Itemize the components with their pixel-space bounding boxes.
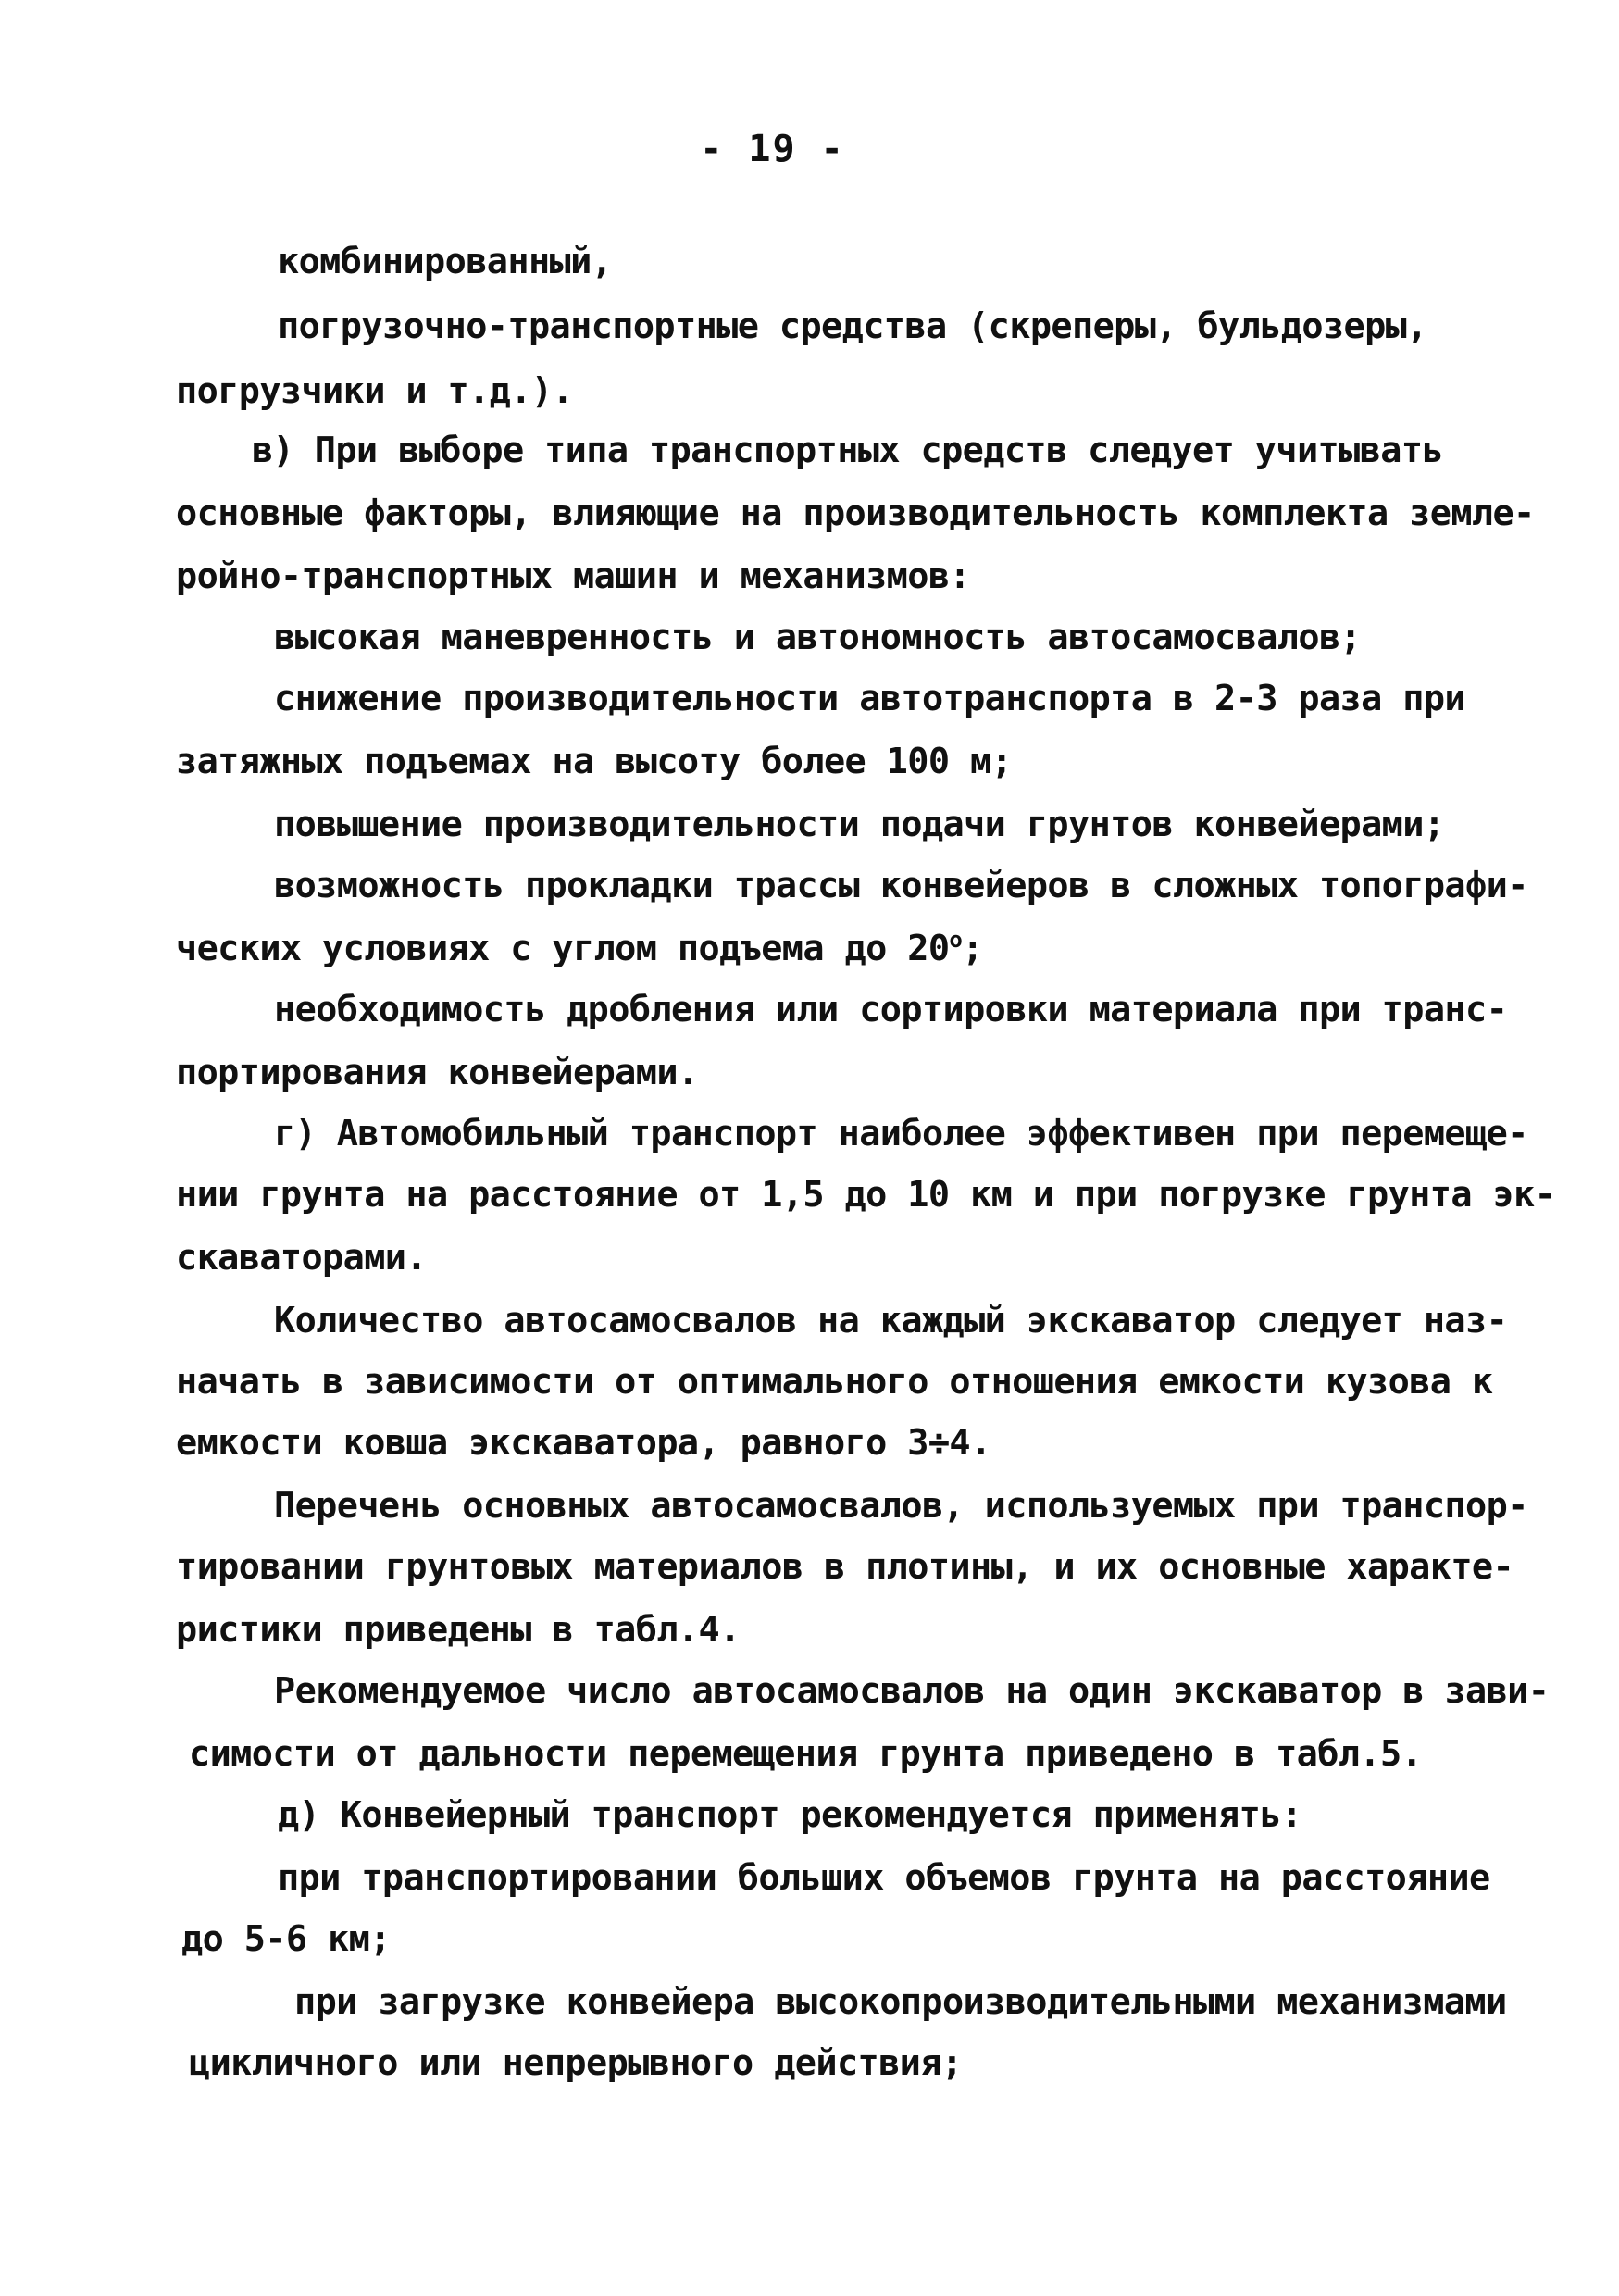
text-line: тировании грунтовых материалов в плотины, и их основные характе-: [176, 1546, 1514, 1588]
text-line: симости от дальности перемещения грунта приведено в табл.5.: [189, 1733, 1423, 1775]
text-line: комбинированный,: [278, 241, 613, 282]
text-line: ческих условиях с углом подъема до 20: [176, 928, 950, 969]
text-line: до 5-6 км;: [181, 1918, 391, 1960]
text-line: начать в зависимости от оптимального отношения емкости кузова к: [176, 1361, 1493, 1403]
text-line: повышение производительности подачи грунтов конвейерами;: [274, 804, 1445, 845]
line-terminator: ;: [962, 928, 983, 969]
text-line: в) При выборе типа транспортных средств следует учитывать: [252, 430, 1444, 471]
text-line: Рекомендуемое число автосамосвалов на один экскаватор в зави-: [274, 1670, 1550, 1712]
text-line: при загрузке конвейера высокопроизводительными механизмами: [294, 1981, 1507, 2023]
text-line: высокая маневренность и автономность автосамосвалов;: [274, 617, 1362, 658]
text-line-with-superscript: [176, 926, 983, 972]
text-line: цикличного или непрерывного действия;: [189, 2042, 963, 2084]
text-line: Количество автосамосвалов на каждый экскаватор следует наз-: [274, 1300, 1508, 1341]
text-line: необходимость дробления или сортировки материала при транс-: [274, 989, 1508, 1030]
text-line: ристики приведены в табл.4.: [176, 1609, 741, 1651]
text-line: емкости ковша экскаватора, равного 3÷4.: [176, 1422, 991, 1464]
text-line: г) Автомобильный транспорт наиболее эффективен при перемеще-: [274, 1113, 1528, 1154]
text-line: возможность прокладки трассы конвейеров в сложных топографи-: [274, 865, 1528, 906]
text-line: Перечень основных автосамосвалов, используемых при транспор-: [274, 1485, 1528, 1527]
text-line: нии грунта на расстояние от 1,5 до 10 км и при погрузке грунта эк-: [176, 1174, 1556, 1216]
angle-degree-superscript: о: [949, 927, 963, 953]
text-line: погрузчики и т.д.).: [176, 370, 574, 412]
text-line: скаваторами.: [176, 1237, 427, 1279]
text-line: ройно-транспортных машин и механизмов:: [176, 555, 971, 597]
text-line: погрузочно-транспортные средства (скреперы, бульдозеры,: [278, 306, 1427, 347]
text-line: затяжных подъемах на высоту более 100 м;: [176, 741, 1013, 782]
text-line: портирования конвейерами.: [176, 1052, 699, 1093]
text-line: д) Конвейерный транспорт рекомендуется применять:: [278, 1794, 1302, 1836]
text-line: основные факторы, влияющие на производительность комплекта земле-: [176, 493, 1535, 534]
text-line: снижение производительности автотранспорта в 2-3 раза при: [274, 678, 1466, 719]
text-line: при транспортировании больших объемов грунта на расстояние: [278, 1857, 1490, 1899]
page-number: - 19 -: [700, 128, 845, 170]
